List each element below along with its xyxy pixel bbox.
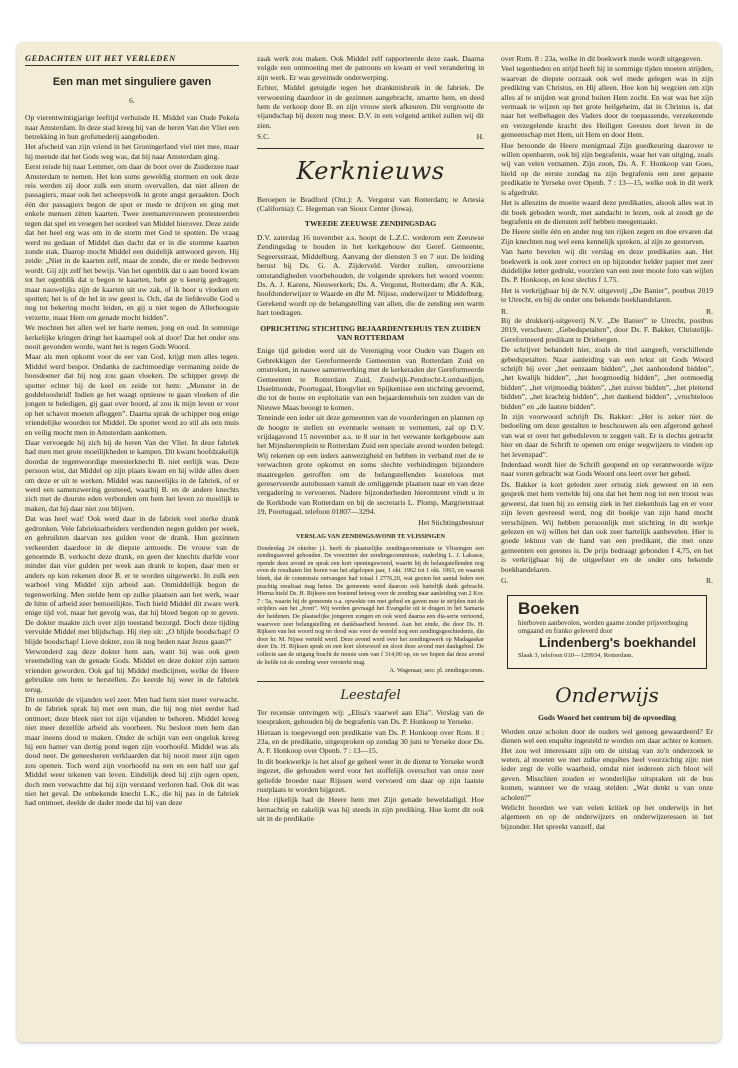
running-head: GEDACHTEN UIT HET VERLEDEN — [25, 54, 239, 66]
verslag-text: Donderdag 24 oktober j.l. heeft de plaatselijke zendingscommissie te Vlissingen een zendingsavond gehouden. De voorzitter der zendingscommissie, ouderling L. J. Lakasse, opende deze avond en sprak een kort openingswoord, waarin hij de belangstellenden nog even de resultaten liet horen van het afgelopen jaar, 1 okt. 1962 tot 1 okt. 1963, en waaruit bleek, dat de commissie ontvangen had totaal f 2776,20, wat gezien het aantal leden een prachtig resultaat mag heten. De gemeente werd daarom ook hartelijk dank gebracht. Hierna hield Ds. H. Rijksen een boeiend betoog voor de zending naar aanleiding van 2 Kor. 7 : 5a, waarin hij de gemeente o.a. opwekte om met gebed en gaven mee te strijden met de strijders aan het „front”. Wij werden gevraagd het Evangelie uit te dragen in het Samaria der heidenen. De plaatselijke jongeren zongen en ook werd daarna een dia-serie vertoond, waarvoor zeer belangstelling en dankbaarheid bestond. Aan het einde, die door Ds. H. Rijksen van het woord nog ter dood was voor de wereld nog een zendingsgeschiedenis, die door hr. M. Nijsse verteld werd. Deze avond werd over het zendingswerk op Madagaskar door Ds. H. Rijksen sprak en een kort slotwoord en sloot deze avond met dankgebed. De collecte aan de uitgang bracht de mooie som van f 314,00 op, en we hopen dat deze avond de liefde tot de zending weer versterkt mag. — [257, 544, 484, 666]
stichting-signature: Het Stichtingsbestuur — [418, 517, 484, 527]
column-right — [501, 54, 713, 1034]
review-text: De schrijver behandelt hier, zoals de titel aangeeft, verschillende gebedspetalten. Naar aanleiding van een tekst uit Gods Woord schrijft hij over „het eenzaam bidden”, „het aanhoudend bidden”, „het kwalijk bidden”, „het hoogmoedig bidden”, „het ootmoedig bidden”, „het vrijmoedig bidden”, „het zuiver bidden”, „het pleitend bidden”, „het krachtig bidden”, „het dankend bidden”, „vruchteloos bidden” en „de laatste bidden”. — [501, 345, 713, 411]
review-text: Hoe betoonde de Heere menigmaal Zijn goedkeuring daarover te willen openbaren, ook bij zijn begrafenis, waar het van uitging, zoals wij van velen vernamen. Zijn zoon, Ds. A. F. Honkoop van Goes, hield op de eerste zondag na zijn begrafenis een zeer gepaste predikatie te Yerseke over Openb. 7 : 13—15, welke ook in dit werk is afgedrukt. — [501, 140, 713, 197]
review-text: Bij de drukkerij-uitgeverij N.V. „De Banier” te Utrecht, postbus 2019, verscheen: „Gebedspetalten”, door Ds. F. Bakker, Christelijk-Gereformeerd predikant te Driebergen. — [501, 315, 713, 344]
article-paragraph: We mochten het allen wel ter harte nemen, jong en oud. In sommige kerkelijke kringen dringt het kaartspel ook al door! Dat het onder ons nooit gevonden worde, want het is tegen Gods Woord. — [25, 323, 239, 351]
article-paragraph: Dit ontstelde de vijanden wel zeer. Men had hem niet meer verwacht. In de fabriek sprak hij met een man, die hij nog niet eerder had ontmoet; deze bleek niet tot zijn vijanden te behoren. Middel kreeg niet meer dezelfde arbeid als voorheen. Nu besloot men hem dan maar ineens dood te maken. Onder de schijn van een ongeluk kreeg hij een hamer van dertig pond tegen zijn voorhoofd. Middel was als dood neer. De geneesheren verklaarden dat hij nooit meer zijn ogen zou openen. Toch werd zijn voorhoofd na een en een half uur gaf Middel weer tekenen van leven. Eindelijk deed hij zijn ogen open, doch men verwachtte dat hij zijn verstand verloren had. Ook dit was niet het geval. De onbekende knecht L.K., die hij pas in de fabriek had ontmoet, deelde de dader mede dat hij van deze — [25, 695, 239, 808]
signature-right: R. — [706, 575, 713, 585]
review-text: In zijn voorwoord schrijft Ds. Bakker: „Het is zeker niet de bedoeling om deze gestalten te beschouwen als een afgerond geheel van wat er over het gebedsleven te zeggen valt. Er is slechts getracht hier en daar de Schrift te openen om enige wegwijzers te vinden op het levenspad”. — [501, 412, 713, 459]
bookshop-advertisement — [507, 595, 707, 669]
article-paragraph: Dat was heel wat! Ook werd daar in de fabriek veel sterke drank gedronken. Vele fabrieksarbeiders verdienden negen gulden per week, en gebruikten daarvan zes gulden voor de drank. Hun gezinnen verkeerden daardoor in de diepste armoede. De vrouw van de genoemde B. verkocht deze drank, en geen der knechts durfde voor minder dan vier gulden per week aan drank te kopen, daar men er anders op kon rekenen door B. er te worden uitgewerkt. In zulk een warboel ving Middel zijn arbeid aan. Onmiddellijk begon de tegenwerking. Men stelde hem op zulke plaatsen aan het werk, waar de hitte of arbeid zeer bemoeilijkte. Toch hield Middel dit zware werk enige tijd vol, maar het gevolg was, dat hij bloed begon op te geven. De dokter maakte zich over zijn toestand bezorgd. Doch deze tijding vervulde Middel met blijdschap. Hij riep uit: „O blijde boodschap! O blijde boodschap! Lieve dokter, zou ik nog heden naar Jezus gaan?” — [25, 514, 239, 646]
leestafel-heading: Leestafel — [340, 687, 401, 703]
zending-text: D.V. zaterdag 16 november a.s. hoopt de L.Z.C. wederom een Zeeuwse Zendingsdag te houden in het kerkgebouw der Geref. Gemeente, Segeersstraat, Middelburg. Aanvang der diensten 3 en 7 uur. De leiding berust bij Ds. G. A. Zijderveld. Verder zullen, onvoorziene omstandigheden voorbehouden, de volgende sprekers het woord voeren: Ds. A. J. Karens, Nieuwerkerk; Ds. A. Vergunst, Rotterdam; dhr A. Kik, hoofdonderwijzer te Waarde en dhr M. Nijsse, onderwijzer te Middelburg. Gerekend wordt op de belangstelling van allen, die de zending een warm hart toedragen. — [257, 232, 484, 318]
signature-right: H. — [476, 132, 484, 142]
newspaper-page — [17, 42, 721, 1042]
review-text: Veel tegenheden en strijd heeft hij in sommige tijden moeten strijden, waarvan de diepste oorzaak ook wel mede gelegen was in zijn prediking van Christus, en Hij alleen. Hoe kon hij wegzien om zijn alles af te snijden wat grond buiten Hem zocht. En wat was het zijn vermaak te wijzen op het grote heilgeheim, dat in Christus is, dat naar het welbehagen des Vaders door de toepassende, verzekerende en verzegelende kracht des Heiligen Geestes doet leven in de gemeenschap met Hem, uit Hem en door Hem. — [501, 64, 713, 140]
review-text: over Rom. 8 : 23a, welke in dit boekwerk mede wordt uitgegeven. — [501, 54, 703, 63]
article-paragraph: Eerst reisde hij naar Lemmer, om daar de boot over de Zuiderzee naar Amsterdam te nemen. Het kon soms geweldig stormen en ook deze reis werden zij door zulk een storm overvallen, dat niet alleen de passagiers, maar ook het scheepsvolk in grote angst geraakten. Doch één der passagiers begon de spot er mede te drijven en ging met enkele mensen zitten kaarten. Twee zeemansvrouwen protesteerden tegen dat spel en vroegen het oordeel van Middel hierover. Deze zeide dat het heel erg was om in de storm met God te spotten. De vraag werd nu gedaan of Middel dan dacht dat er in die stomme kaarten zonde stak. Daarop mocht Middel een duidelijk antwoord geven. Hij zeide: „Niet in de kaarten zelf, maar de zonde, die er mede bedreven wordt. Gij zijt zelf het bewijs. Van het ogenblik dat u aan boord kwam tot het ogenblik dat u begon te kaarten, hebt ge u keurig gedragen; maar nauwelijks zijn de kaarten uit uw zak, of ik hoor u vloeken en spotten; het is of de hel in uw geest is. Och, dat de liefdevolle God u nog tot bekering mocht leiden, en gij u niet tegen de Allerhoogste verzette, maar Hem om genade mocht bidden”. — [25, 162, 239, 322]
review-text: Inderdaad wordt hier de Schrift geopend en op verantwoorde wijze naar voren gebracht wat Gods Woord ons leert over het gebed. — [501, 460, 713, 479]
ad-address: Slaak 3, telefoon 010—129934, Rotterdam. — [518, 651, 634, 659]
leestafel-text: Ter recensie ontvingen wij: „Elisa's vaarwel aan Elia”. Verslag van de toespraken, gehouden bij de begrafenis van Ds. P. Honkoop te Yerseke. — [257, 707, 484, 727]
article-continuation: Echter, Middel getuigde tegen het drankmisbruik in de fabriek. De verwoesting daardoor in de gezinnen aangebracht, smartte hem, en deed hem de verkoop door B. en zijn vrouw sterk afkeuren. Dit vergrootte de vijandschap bij dezen nog meer. D.V. in een volgend artikel zullen wij dit zien. — [257, 83, 484, 130]
article-paragraph: Maar als men opkomt voor de eer van God, krijgt men alles tegen. Middel werd bespot. Ondanks de zachtmoedige vermaning zeide de boosdoener dat hij nog zou gaan vloeken. De schipper greep de spotter echter bij de keel en zeide tot hem: „Monster in de goddeloosheid! Indien ge het waagt opnieuw te gaan vloeken of die jongen te beledigen, gij gaat over boord, al zou ik mijn leven er voor op het schavot moeten afleggen”. Daarna sprak de schipper nog enige vriendelijke woorden tot Middel. De spotter werd zo stil als een muis en veilig mocht men in Amsterdam aankomen. — [25, 352, 239, 437]
column-left — [25, 54, 239, 1034]
stichting-heading: OPRICHTING STICHTING BEJAARDENTEHUIS TEN ZUIDEN VAN ROTTERDAM — [260, 323, 481, 342]
review-signature — [501, 576, 713, 585]
ad-text: hierboven aanbevolen, worden gaarne zonder prijsverhoging omgaand en franko geleverd door — [518, 618, 688, 636]
column-middle — [257, 54, 484, 1034]
review-text: Van harte bevelen wij dit verslag en deze predikaties aan. Het boekwerk is ook zeer correct en op bijzonder helder papier met zeer duidelijke letter gedrukt, voorzien van een zeer mooie foto van wijlen Ds. P. Honkoop, en kost slechts f 1.75. — [501, 247, 713, 285]
signature-left: S.C. — [257, 132, 271, 142]
onderwijs-heading: Onderwijs — [555, 683, 659, 708]
stichting-text: Teneinde een ieder uit deze gemeenten van de voorderingen en plannen op de hoogte te stellen en eventuele wensen te vernemen, zal op D.V. vrijdagavond 15 november a.s. te 8 uur in het verwante kerkgebouw aan het Mijnsherenplein te Rotterdam Zuid een speciale avond worden belegd. Wij rekenen op een ieders aanwezigheid en hebben in verband met de te verwachten grote opkomst en soms slechte verbindingen bijzondere maatregelen getroffen om de belangstellenden kosteloos met gereserveerde autobussen vanuit de omliggende plaatsen naar en van deze vergadering te vervoeren. Nadere bijzonderheden hieromtrent vindt u in de Kerkbode van Rotterdam en bij de secretaris L. Plomp, Margrietstraat 19, Poortugaal, telefoon 01807—3294. — [257, 413, 484, 517]
article-paragraph: Verwonderd zag deze dokter hem aan, want hij was ook geen vreemdeling van de genade Gods. Middel en deze dokter zijn samen vrienden geworden. Ook gaf hij Middel medicijnen, welke de Heere gebruikte om hem te herstellen. Zo keerde hij weer in de fabriek terug. — [25, 646, 239, 694]
ad-title: Boeken — [518, 599, 580, 619]
review-text: Ds. Bakker is kort geleden zeer ernstig ziek geweest en in een gesprek met hem vertelde hij ons dat het hem nog tot een troost was geweest, dat toen hij zo ernstig ziek in het ziekenhuis lag en er voor zijn leven gevreesd werd, nog dit boekje van zijn hand mocht verschijnen. Wij hebben persoonlijk met stichting in dit werkje gelezen en wij willen het dan ook zeer hartelijk aanbevelen. Hier is goede lektuur van de hand van een predikant, die met onze gemeenten een geestes is. De prijs bedraagt gebonden f 4,75, en het is verkrijgbaar bij de uitgeefster en de onder ons bekende boekhandelaren. — [501, 479, 713, 574]
review-signature — [501, 307, 713, 316]
onderwijs-text: Welicht hoorden we van velen kritiek op het onderwijs in het algemeen en op de onderwijzers en onderwijzeressen in het bijzonder. Het spreekt vanzelf, dat — [501, 803, 713, 831]
divider — [257, 681, 484, 682]
article-paragraph: Daar vervoegde hij zich bij de heren Van der Vliet. In deze fabriek had men met grote moeilijkheden te kampen. Dit kwam hoofdzakelijk doordat de tegenwoordige meesterknecht B. niet eerlijk was. Deze persoon wist, dat Middel op zijn plaats kwam en hij wilde alles doen om deze er uit te werken. Middel was nauwelijks in de fabriek, of er werd een samenzwering gesmeed, waarbij B. en de andere knechts zich met de duurste eden verbonden om hem het leven zo moeilijk te maken, dat hij daar niet zou blijven. — [25, 438, 239, 513]
onderwijs-subheading: Gods Woord het centrum bij de opvoeding — [538, 713, 676, 723]
review-text: Het is alleszins de moeite waard deze predikaties, alsook alles wat in dit boek geboden wordt, met aandacht te lezen, ook al zoudt ge de begrafenis en de diensten zelf hebben meegemaakt. — [501, 198, 713, 226]
review-text: De Heere stelle één en ander nog ten rijken zegen en doe ervaren dat Zijn knechten nog wel eens kennelijk spreken, al zijn ze gestorven. — [501, 227, 713, 246]
beroepen-text: Beroepen te Bradford (Ont.): A. Vergunst van Rotterdam; te Artesia (California): C. Hegeman van Sioux Center (Iowa). — [257, 194, 484, 214]
verslag-signature: A. Wagenaar, secr. pl. zendingscomm. — [389, 667, 484, 675]
signature-right: R. — [706, 306, 713, 316]
verslag-heading: VERSLAG VAN ZENDINGSAVOND TE VLISSINGEN — [296, 533, 445, 541]
article-number: 6. — [129, 95, 135, 105]
signature-left: G. — [501, 575, 509, 585]
signature-left: R. — [501, 306, 508, 316]
ad-brand: Lindenberg's boekhandel — [539, 634, 696, 650]
article-signature — [257, 132, 484, 141]
article-title: Een man met singuliere gaven — [52, 76, 212, 89]
leestafel-text: Hieraan is toegevoegd een predikatie van Ds. P. Honkoop over Rom. 8 : 23a, en de predikatie, uitgesproken op zondag 30 juni te Yerseke door Ds. A. F. Honkoop over Openb. 7 : 13—15. — [257, 727, 484, 756]
review-text: Het is verkrijgbaar bij de N.V. uitgeverij „De Banier”, postbus 2019 te Utrecht, en bij de onder ons bekende boekhandelaren. — [501, 285, 713, 305]
kerknieuws-heading: Kerknieuws — [296, 156, 445, 185]
stichting-text: Enige tijd geleden werd uit de Vereniging voor Ouden van Dagen en Gebrekkigen der Gereformeerde Gemeenten van Rotterdam Zuid en omstreken, in nauwe samenwerking met de kerkeraden der Gereformeerde Gemeenten te Rotterdam Zuid, Zuidwijk-Pendrecht-Lombardijen, IJsselmonde, Poortugaal, Hoogvliet en Spijkenisse een stichting gevormd, die tot de bouw en exploitatie van een bejaardentehuis ten zuiden van de Nieuwe Maas beoogt te komen. — [257, 346, 484, 412]
zending-heading: TWEEDE ZEEUWSE ZENDINGSDAG — [304, 219, 437, 229]
article-paragraph: Het afscheid van zijn vriend in het Groningerland viel niet mee, maar hij meende dat het Gods weg was, dat hij naar Amsterdam ging. — [25, 142, 239, 161]
leestafel-text: Hoe rijkelijk had de Heere hem met Zijn genade beweldadigd. Hoe kernachtig en zakelijk was hij steeds in zijn prediking. Hoe komt dit ook uit in de predikatie — [257, 795, 484, 824]
leestafel-text: In dit boekwerkje is het alsof ge geheel weer in de dienst te Yerseke wordt ingezet, die gehouden werd voor het stoffelijk overschot van onze zeer geliefde broeder naar Rijssen werd vervoerd om daar op zijn laatste rustplaats te worden bijgezet. — [257, 756, 484, 794]
divider — [257, 148, 484, 149]
article-paragraph: Op vierentwintigjarige leeftijd verhuisde H. Middel van Oude Pekela naar Amsterdam. In deze stad kreeg hij van de heren Van der Vliet een betrekking in hun grofsmederij aangeboden. — [25, 113, 239, 142]
article-continuation: zaak werk zou maken. Ook Middel zelf rapporteerde deze zaak. Daarna volgde een ontmoeting met de patroons en kwam er veel verandering in zijn werk. Er was geveinsde onderwerping. — [257, 54, 484, 82]
onderwijs-text: Worden onze scholen door de ouders wel genoeg gewaardeerd? Er dienen wel een enquête ingesteld te worden om daar achter te komen. Het zou wel interessant zijn om de uitslag van zo'n onderzoek te weten, al moeten we met zulke enquêtes heel voorzichtig zijn: niet ieder zegt de volle waarheid, omdat niet iedereen zich bloot wil geven. Misschien zouden er wonderlijke uitspraken uit de bus komen, wanneer we de vraag stelden: „Wat denkt u van onze scholen?” — [501, 726, 713, 802]
